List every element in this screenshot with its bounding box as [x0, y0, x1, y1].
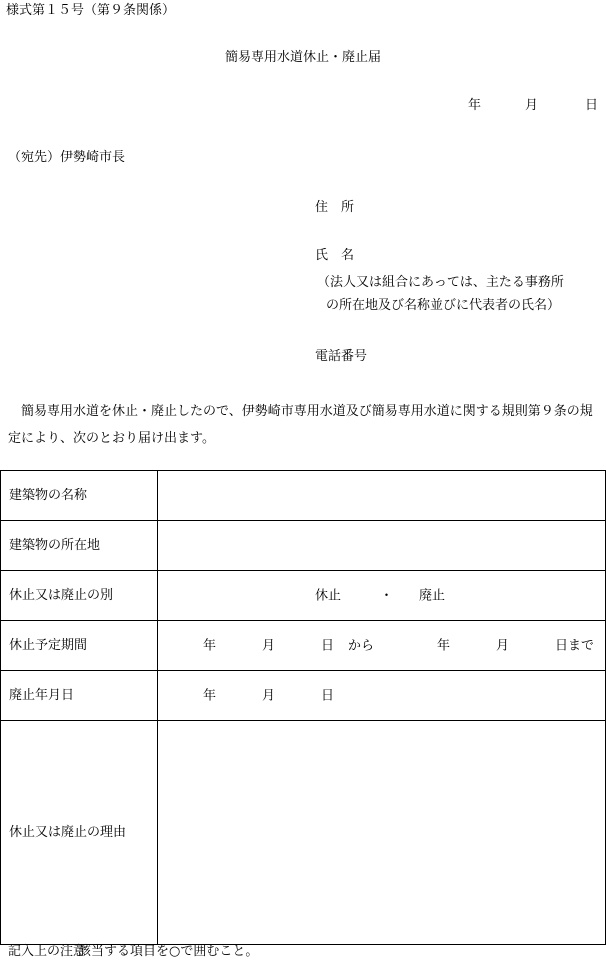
date-day: 日	[585, 98, 599, 113]
building-name-label: 建築物の名称	[1, 471, 158, 521]
suspend-or-abolish-field	[158, 571, 606, 621]
document-title: 簡易専用水道休止・廃止届	[224, 50, 381, 65]
table-row-suspension-period	[1, 621, 606, 671]
suspend-option[interactable]: 休止	[315, 588, 342, 603]
suspension-period-label: 休止予定期間	[1, 621, 158, 671]
applicant-name-note-line1: （法人又は組合にあっては、主たる事務所	[317, 275, 564, 290]
period-from-day: 日	[321, 638, 335, 653]
option-separator: ・	[380, 588, 394, 603]
reason-label: 休止又は廃止の理由	[1, 721, 158, 945]
period-from-year: 年	[203, 638, 217, 653]
form-number: 様式第１５号（第９条関係）	[6, 3, 176, 18]
table-row-suspend-or-abolish	[1, 571, 606, 621]
abolish-date-label: 廃止年月日	[1, 671, 158, 721]
period-to-year: 年	[437, 638, 451, 653]
notification-body-text: 簡易専用水道を休止・廃止したので、伊勢崎市専用水道及び簡易専用水道に関する規則第９条の規定により、次のとおり届け出ます。	[8, 404, 593, 446]
footnote-text: 該当する項目を○で囲むこと。	[78, 944, 259, 959]
addressee: （宛先）伊勢崎市長	[8, 150, 126, 165]
notification-form-table	[0, 470, 606, 945]
applicant-name-label: 氏 名	[315, 248, 355, 263]
applicant-phone-label: 電話番号	[315, 349, 368, 364]
period-from-month: 月	[262, 638, 276, 653]
applicant-address-label: 住 所	[315, 200, 355, 215]
table-row-reason	[1, 721, 606, 945]
date-month: 月	[525, 98, 539, 113]
suspend-or-abolish-label: 休止又は廃止の別	[1, 571, 158, 621]
period-to-day: 日まで	[555, 638, 595, 653]
abolish-date-year: 年	[203, 688, 217, 703]
table-row-building-location	[1, 521, 606, 571]
abolish-date-field[interactable]	[158, 671, 606, 721]
suspension-period-field[interactable]	[158, 621, 606, 671]
table-row-building-name	[1, 471, 606, 521]
building-location-field[interactable]	[158, 521, 606, 571]
period-from-word: から	[348, 638, 375, 653]
building-location-label: 建築物の所在地	[1, 521, 158, 571]
table-row-abolish-date	[1, 671, 606, 721]
abolish-date-month: 月	[262, 688, 276, 703]
building-name-field[interactable]	[158, 471, 606, 521]
footnote-label: 記入上の注意	[8, 944, 87, 959]
reason-field[interactable]	[158, 721, 606, 945]
date-year: 年	[468, 98, 482, 113]
abolish-option[interactable]: 廃止	[419, 588, 446, 603]
applicant-name-note-line2: の所在地及び名称並びに代表者の氏名）	[326, 298, 561, 313]
period-to-month: 月	[496, 638, 510, 653]
abolish-date-day: 日	[321, 688, 335, 703]
